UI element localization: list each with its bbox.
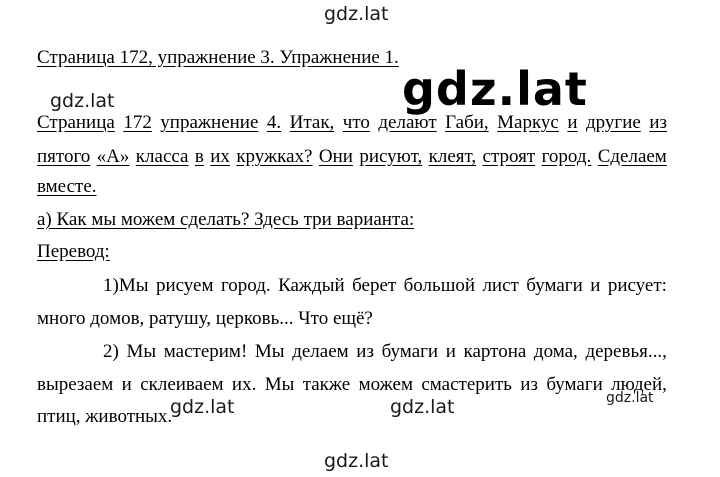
word: Мы (126, 341, 157, 362)
translation-label: Перевод: (37, 241, 110, 262)
word: берет (352, 275, 397, 296)
word: 2) (103, 341, 119, 362)
word: упражнение (160, 112, 259, 133)
watermark-bottom-left: gdz.lat (170, 396, 235, 418)
word: город. (220, 275, 271, 296)
watermark-footer: gdz.lat (324, 450, 389, 472)
watermark-bottom-center: gdz.lat (390, 396, 455, 418)
exercise-3-heading: Страница 172, упражнение 3. Упражнение 1. (37, 47, 399, 68)
word: также (302, 374, 351, 395)
exercise-4-line-2 (37, 143, 667, 170)
word: Мы (254, 341, 285, 362)
word: Мы (264, 374, 295, 395)
word: мастерим! (163, 341, 248, 362)
word: вырезаем (37, 374, 114, 395)
word: деревья..., (585, 341, 667, 362)
watermark-left: gdz.lat (50, 90, 115, 112)
word: из (649, 112, 667, 133)
word: Сделаем (597, 146, 667, 167)
word: делают (378, 112, 437, 133)
watermark-large: gdz.lat (402, 62, 588, 116)
word: Маркус (497, 112, 559, 133)
translation-paragraph-1-line-2: много домов, ратушу, церковь... Что ещё? (37, 308, 373, 329)
word: Страница (37, 112, 115, 133)
word: бумаги (526, 275, 583, 296)
word: их. (231, 374, 257, 395)
exercise-4-line-3: вместе. (37, 176, 97, 197)
word: строят (482, 146, 536, 167)
word: делаем (292, 341, 349, 362)
watermark-top: gdz.lat (324, 3, 389, 25)
word: и (445, 341, 456, 362)
word: Габи, (445, 112, 489, 133)
word: рисует: (607, 275, 667, 296)
word: пятого (37, 146, 91, 167)
translation-paragraph-1-line-1 (103, 272, 667, 299)
word: кружках? (236, 146, 313, 167)
word: картона (463, 341, 527, 362)
word: в (194, 146, 204, 167)
word: смастерить (421, 374, 512, 395)
part-a-text: а) Как мы можем сделать? Здесь три варианта: (37, 209, 415, 230)
word: бумаги (546, 374, 603, 395)
word: и (590, 275, 601, 296)
word: их (210, 146, 230, 167)
word: рисуют, (359, 146, 423, 167)
word: лист (482, 275, 519, 296)
word: рисуем (155, 275, 214, 296)
word: людей, (611, 374, 667, 395)
word: большой (403, 275, 476, 296)
translation-paragraph-2-line-1 (103, 338, 667, 365)
translation-paragraph-2-line-2 (37, 371, 667, 398)
word: клеят, (428, 146, 477, 167)
word: 1)Мы (103, 275, 149, 296)
exercise-4-line-1 (37, 109, 667, 136)
word: и (121, 374, 132, 395)
word: склеиваем (140, 374, 224, 395)
word: бумаги (381, 341, 439, 362)
word: из (356, 341, 374, 362)
word: другие (586, 112, 641, 133)
word: «А» (96, 146, 130, 167)
word: Каждый (278, 275, 345, 296)
watermark-bottom-right: gdz.lat (606, 390, 654, 406)
word: город. (541, 146, 592, 167)
translation-paragraph-2-line-3: птиц, животных. (37, 406, 173, 427)
word: класса (135, 146, 189, 167)
word: что (342, 112, 370, 133)
word: 4. (266, 112, 282, 133)
word: Итак, (289, 112, 335, 133)
word: можем (358, 374, 413, 395)
word: дома, (533, 341, 578, 362)
word: из (520, 374, 538, 395)
word: и (567, 112, 578, 133)
word: 172 (123, 112, 152, 133)
word: Они (318, 146, 353, 167)
